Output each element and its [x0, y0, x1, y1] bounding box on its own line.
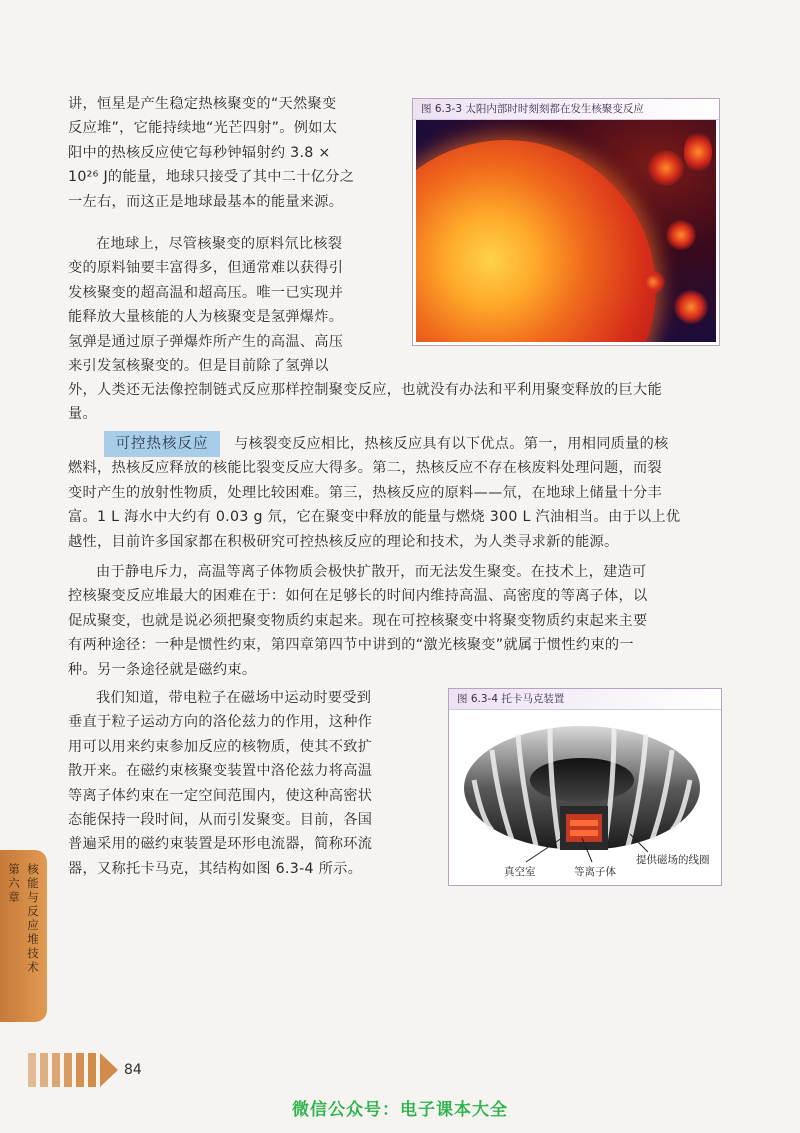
- text-line: 来引发氢核聚变的。但是目前除了氢弹以: [68, 358, 329, 375]
- text-line: 氢弹是通过原子弹爆炸所产生的高温、高压: [68, 333, 344, 350]
- text-line: 反应堆”，它能持续地“光芒四射”。例如太: [68, 120, 338, 137]
- paragraph-5: [68, 686, 424, 881]
- figure-caption: 图 6.3-3 太阳内部时时刻刻都在发生核聚变反应: [413, 99, 719, 120]
- text-line: 越性，目前许多国家都在积极研究可控热核反应的理论和技术，为人类寻求新的能源。: [68, 533, 619, 550]
- paragraph-4: [68, 560, 738, 682]
- torus-hole: [530, 758, 634, 802]
- text-line: 10²⁶ J的能量，地球只接受了其中二十亿分之: [68, 169, 355, 186]
- label-coil: 提供磁场的线圈: [636, 854, 710, 866]
- text-line: 我们知道，带电粒子在磁场中运动时要受到: [96, 690, 372, 706]
- text-line: 与核裂变反应相比，热核反应具有以下优点。第一，用相同质量的核: [234, 436, 669, 452]
- chapter-side-tab: [0, 850, 47, 1022]
- text-line: 富。1 L 海水中大约有 0.03 g 氘，它在聚变中释放的能量与燃烧 300 L 汽油相当。由于以上优: [68, 509, 681, 526]
- text-line: 控核聚变反应堆最大的困难在于：如何在足够长的时间内维持高温、高密度的等离子体，以: [68, 588, 648, 605]
- text-line: 普遍采用的磁约束装置是环形电流器，简称环流: [68, 836, 373, 853]
- text-line: 器，又称托卡马克，其结构如图 6.3-4 所示。: [68, 860, 363, 877]
- chapter-number: 第六章: [8, 862, 20, 904]
- text-line: 等离子体约束在一定空间范围内，使这种高密状: [68, 787, 373, 804]
- text-line: 变时产生的放射性物质，处理比较困难。第三，热核反应的原料——氘，在地球上储量十分丰: [68, 484, 662, 501]
- solar-flare: [641, 270, 665, 294]
- text-line: 变的原料铀要丰富得多，但通常难以获得引: [68, 260, 344, 277]
- text-line: 外，人类还无法像控制链式反应那样控制聚变反应，也就没有办法和平利用聚变释放的巨大能: [68, 382, 662, 398]
- text-line: 一左右，而这正是地球最基本的能量来源。: [68, 193, 344, 210]
- tokamak-image: [452, 710, 718, 882]
- watermark: 微信公众号：电子课本大全: [292, 1100, 508, 1120]
- sun-image: [416, 120, 716, 342]
- text-line: 阳中的热核反应使它每秒钟辐射约 3.8 ×: [68, 144, 331, 161]
- label-vacuum-chamber: 真空室: [504, 866, 536, 878]
- page-arrow-icon: [100, 1053, 118, 1087]
- solar-flare: [666, 220, 696, 250]
- text-line: 促成聚变，也就是说必须把聚变物质约束起来。现在可控核聚变中将聚变物质约束起来主要: [68, 612, 648, 629]
- solar-flare: [684, 130, 712, 174]
- paragraph-3: [68, 432, 738, 554]
- text-line: 发核聚变的超高温和超高压。唯一已实现并: [68, 284, 344, 301]
- text-line: 燃料，热核反应释放的核能比裂变反应大得多。第二，热核反应不存在核废料处理问题，而裂: [68, 460, 662, 477]
- label-plasma: 等离子体: [574, 866, 616, 878]
- chapter-title: 核能与反应堆技术: [27, 862, 39, 974]
- figure-sun: [412, 98, 720, 346]
- figure-caption: 图 6.3-4 托卡马克装置: [449, 689, 721, 710]
- sun-disk: [416, 140, 656, 342]
- text-line: 种。另一条途径就是磁约束。: [68, 661, 257, 678]
- solar-flare: [648, 150, 684, 186]
- text-line: 由于静电斥力，高温等离子体物质会极快扩散开，而无法发生聚变。在技术上，建造可: [96, 564, 647, 580]
- text-line: 有两种途径：一种是惯性约束，第四章第四节中讲到的“激光核聚变”就属于惯性约束的一: [68, 637, 634, 654]
- solar-flare: [674, 290, 708, 324]
- text-line: 能释放大量核能的人为核聚变是氢弹爆炸。: [68, 309, 344, 326]
- text-line: 用可以用来约束参加反应的核物质，使其不致扩: [68, 738, 373, 755]
- text-line: 在地球上，尽管核聚变的原料氘比核裂: [96, 236, 343, 252]
- text-line: 讲，恒星是产生稳定热核聚变的“天然聚变: [68, 96, 337, 112]
- paragraph-1: [68, 92, 390, 214]
- section-heading-badge: 可控热核反应: [104, 431, 220, 457]
- text-line: 散开来。在磁约束核聚变装置中洛伦兹力将高温: [68, 763, 373, 780]
- paragraph-2-continued: [68, 378, 738, 427]
- text-line: 态能保持一段时间，从而引发聚变。目前，各国: [68, 812, 373, 829]
- text-line: 量。: [68, 406, 97, 423]
- figure-tokamak: [448, 688, 722, 886]
- page-number: 84: [124, 1062, 142, 1078]
- paragraph-2: [68, 232, 390, 378]
- text-line: 垂直于粒子运动方向的洛伦兹力的作用，这种作: [68, 714, 373, 731]
